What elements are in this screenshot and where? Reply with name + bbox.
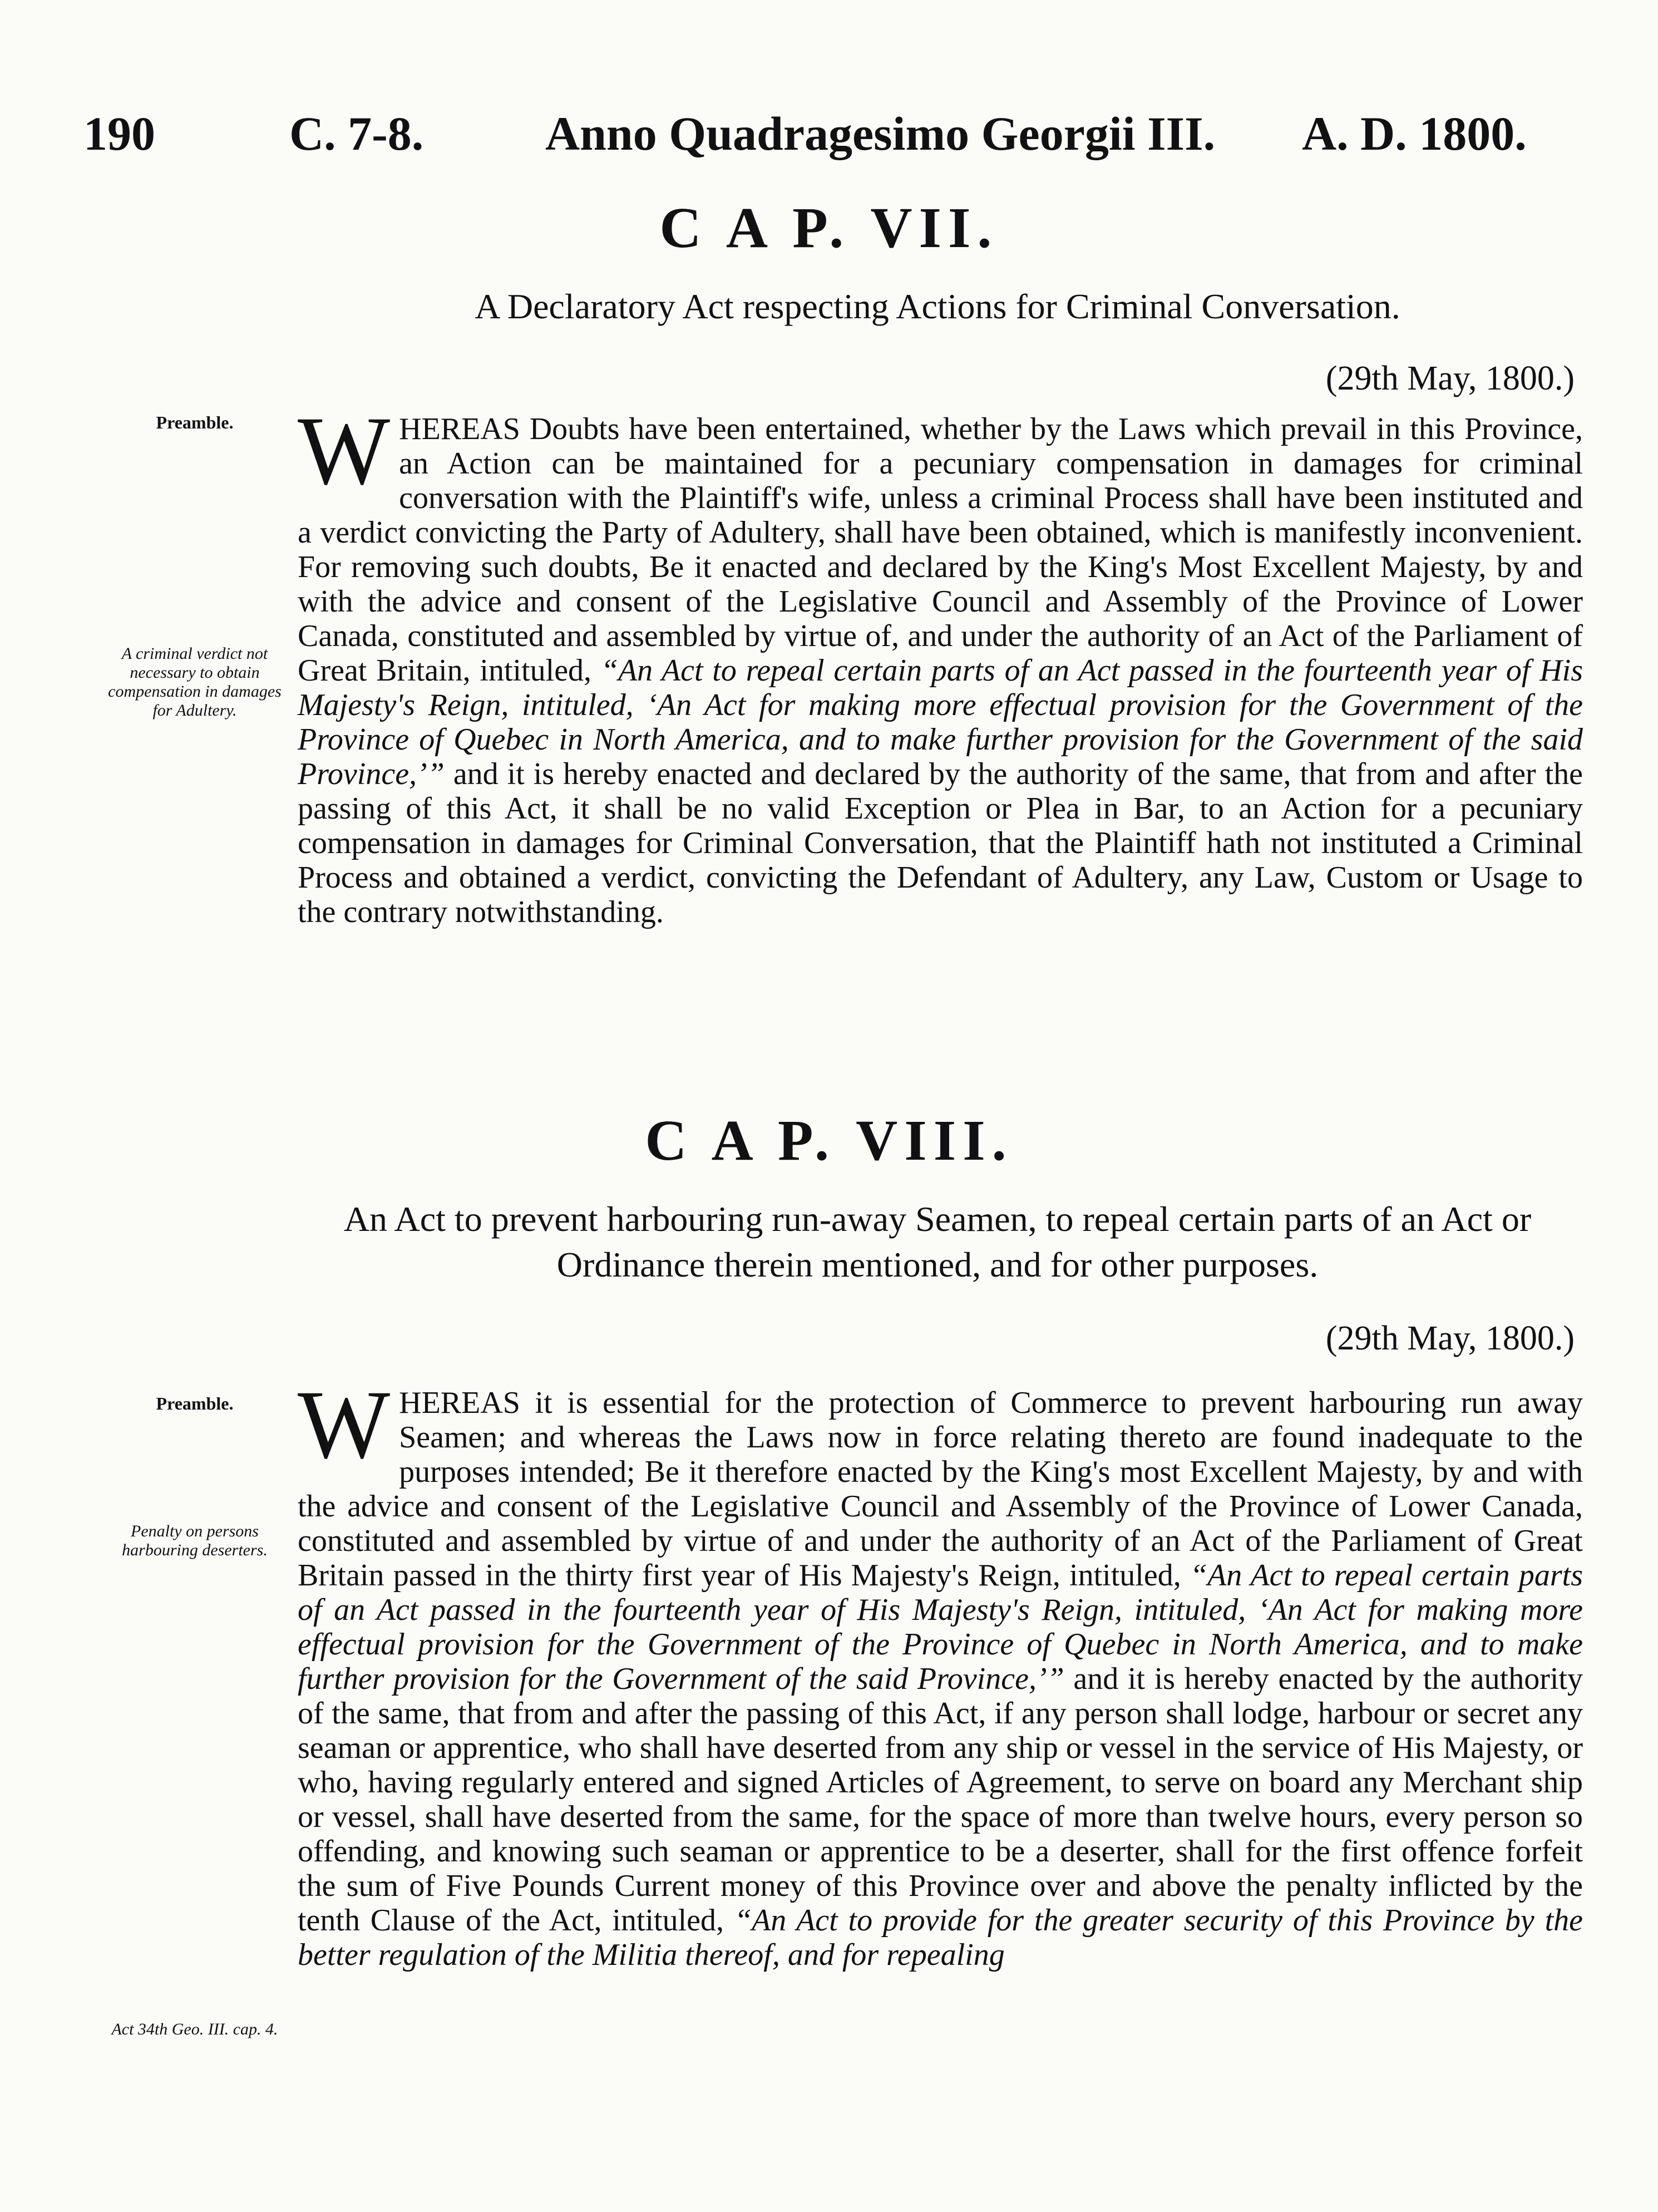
cap-viii-date: (29th May, 1800.) <box>1325 1319 1575 1357</box>
cap-viii-dropcap: W <box>298 1371 391 1479</box>
cap-viii-text-tail: and it is hereby enacted by the authority of the same, that from and after the passing of this Act, if any person shall lodge, harbour or secret any seaman or apprentice, who shall have deserted from any ship or vessel in the service of His Majesty, or who, having regularly entered and signed Articles of Agreement, to serve on board any Merchant ship or vessel, shall have deserted from the same, for the space of more than twelve hours, every person so offending, and knowing such seaman or apprentice to be a deserter, shall for the first offence forfeit the sum of Five Pounds Current money of this Province over and above the penalty inflicted by the tenth Clause of the Act, intituled, <box>298 1662 1583 1938</box>
cap-vii-heading: C A P. VII. <box>659 196 999 260</box>
regnal-title: Anno Quadragesimo Georgii III. <box>545 107 1216 160</box>
cap-viii-body <box>298 1371 1583 1972</box>
cap-vii-title: A Declaratory Act respecting Actions for Criminal Conversation. <box>475 287 1400 326</box>
running-header <box>83 106 1575 178</box>
cap-viii-heading: C A P. VIII. <box>645 1109 1013 1172</box>
cap-vii-dropcap: W <box>298 397 391 505</box>
cap-viii-text-cited-militia-act: “An Act to provide for the greater security of this Province by the better regulation of the Militia thereof, and for repealing <box>298 1903 1583 1972</box>
header-year: A. D. 1800. <box>1302 107 1527 160</box>
cap-viii-text-lead: HEREAS it is essential for the protection of Commerce to prevent harbouring run away Seamen; and whereas the Laws now in force relating thereto are found inadequate to the purposes intended; Be it therefore enacted by the King's most Excellent Majesty, by and with the advice and consent of the Legislative Council and Assembly of the Province of Lower Canada, constituted and assembled by virtue of and under the authority of an Act of the Parliament of Great Britain passed in the thirty first year of His Majesty's Reign, intituled, <box>298 1386 1583 1593</box>
cap-vii-margin-note: A criminal verdict not necessary to obtain compensation in damages for Adultery. <box>108 644 282 720</box>
page-number: 190 <box>83 107 155 160</box>
cap-viii-title: An Act to prevent harbouring run-away Seamen, to repeal certain parts of an Act or Ordinance therein mentioned, and for other purposes. <box>343 1199 1532 1284</box>
cap-viii-text-cited-act: “An Act to repeal certain parts of an Act passed in the fourteenth year of His Majesty's Reign, intituled, ‘An Act for making more effectual provision for the Government of the Province of Quebec in North America, and to make further provision for the Government of the said Province,’” <box>298 1558 1583 1696</box>
chapter-range: C. 7-8. <box>289 107 424 160</box>
cap-vii-text-lead: HEREAS Doubts have been entertained, whether by the Laws which prevail in this Province, an Action can be maintained for a pecuniary compensation in damages for criminal conversation with the Plaintiff's wife, unless a criminal Process shall have been instituted and a verdict convicting the Party of Adultery, shall have been obtained, which is manifestly inconvenient. For removing such doubts, Be it enacted and declared by the King's Most Excellent Majesty, by and with the advice and consent of the Legislative Council and Assembly of the Province of Lower Canada, constituted and assembled by virtue of, and under the authority of an Act of the Parliament of Great Britain, intituled, <box>298 412 1583 688</box>
cap-vii-body <box>298 397 1583 929</box>
cap-vii-text-tail: and it is hereby enacted and declared by the authority of the same, that from and after the passing of this Act, it shall be no valid Exception or Plea in Bar, to an Action for a pecuniary compensation in damages for Criminal Conversation, that the Plaintiff hath not instituted a Criminal Process and obtained a verdict, convicting the Defendant of Adultery, any Law, Custom or Usage to the contrary notwithstanding. <box>298 757 1583 929</box>
cap-viii-margin-note: Penalty on persons harbouring deserters. <box>122 1522 268 1559</box>
cap-viii-margin-citation: Act 34th Geo. III. cap. 4. <box>111 2020 278 2038</box>
cap-viii-preamble-note: Preamble. <box>156 1393 234 1413</box>
cap-vii-text-cited-act: “An Act to repeal certain parts of an Act passed in the fourteenth year of His Majesty's Reign, intituled, ‘An Act for making more effectual provision for the Government of the Province of Quebec in North America, and to make further provision for the Government of the said Province,’” <box>298 653 1583 791</box>
cap-vii-preamble-note: Preamble. <box>156 412 234 432</box>
cap-vii-date: (29th May, 1800.) <box>1325 359 1575 397</box>
